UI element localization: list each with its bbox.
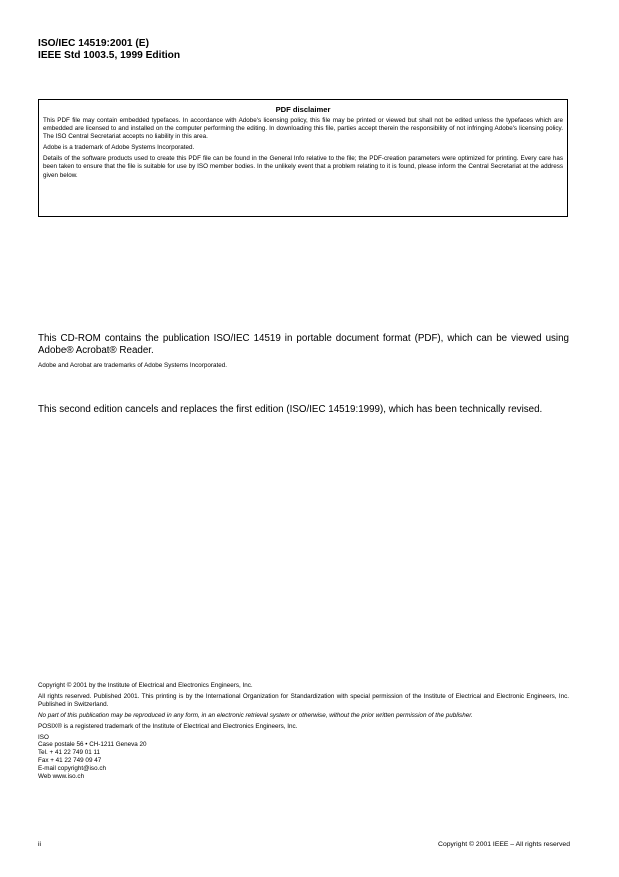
address-tel: Tel. + 41 22 749 01 11 [38,749,101,757]
copyright-line: Copyright © 2001 by the Institute of Electrical and Electronics Engineers, Inc. [38,682,253,689]
cdrom-text: This CD-ROM contains the publication ISO/IEC 14519 in portable document format (PDF), which can be viewed using Adobe® Acrobat® Reader. [38,333,569,356]
rights-reserved-statement: All rights reserved. Published 2001. This printing is by the International Organization for Standardization with special permission of the Institute of Electrical and Electronic Engineers, Inc. Published in Switzerland. [38,692,569,708]
cdrom-notice [38,333,569,370]
disclaimer-paragraph-trademark: Adobe is a trademark of Adobe Systems Incorporated. [43,144,195,152]
disclaimer-title: PDF disclaimer [275,105,331,114]
edition-notice: This second edition cancels and replaces the first edition (ISO/IEC 14519:1999), which has been technically revised. [38,404,543,415]
address-email: E-mail copyright@iso.ch [38,765,106,773]
address-org: ISO [38,733,49,741]
page-number: ii [38,841,42,848]
posix-trademark-note: POSIX® is a registered trademark of the Institute of Electrical and Electronics Engineers, Inc. [38,722,298,730]
footer-copyright: Copyright © 2001 IEEE – All rights reserved [438,841,570,848]
address-postal: Case postale 56 • CH-1211 Geneva 20 [38,741,147,749]
pdf-disclaimer-box [38,99,568,217]
cdrom-trademark-note: Adobe and Acrobat are trademarks of Adobe Systems Incorporated. [38,362,228,369]
disclaimer-paragraph-details: Details of the software products used to create this PDF file can be found in the General Info relative to the file; the PDF-creation parameters were optimized for printing. Every care has been taken to ensure that the file is suitable for use by ISO member bodies. In the unlikely event that a problem relating to it is found, please inform the Central Secretariat at the address given below. [43,155,563,179]
address-web: Web www.iso.ch [38,773,85,781]
ieee-standard-edition: IEEE Std 1003.5, 1999 Edition [38,50,181,61]
address-fax: Fax + 41 22 749 09 47 [38,757,102,765]
iso-address [38,734,569,781]
reproduction-notice: No part of this publication may be reproduced in any form, in an electronic retrieval system or otherwise, without the prior written permission of the publisher. [38,711,473,719]
document-header [38,38,180,62]
standard-number: ISO/IEC 14519:2001 (E) [38,38,149,49]
disclaimer-paragraph-typefaces: This PDF file may contain embedded typefaces. In accordance with Adobe's licensing policy, this file may be printed or viewed but shall not be edited unless the typefaces which are embedded are licensed to and installed on the computer performing the editing. In downloading this file, parties accept therein the responsibility of not infringing Adobe's licensing policy. The ISO Central Secretariat accepts no liability in this area. [43,117,563,141]
copyright-section [38,682,569,781]
